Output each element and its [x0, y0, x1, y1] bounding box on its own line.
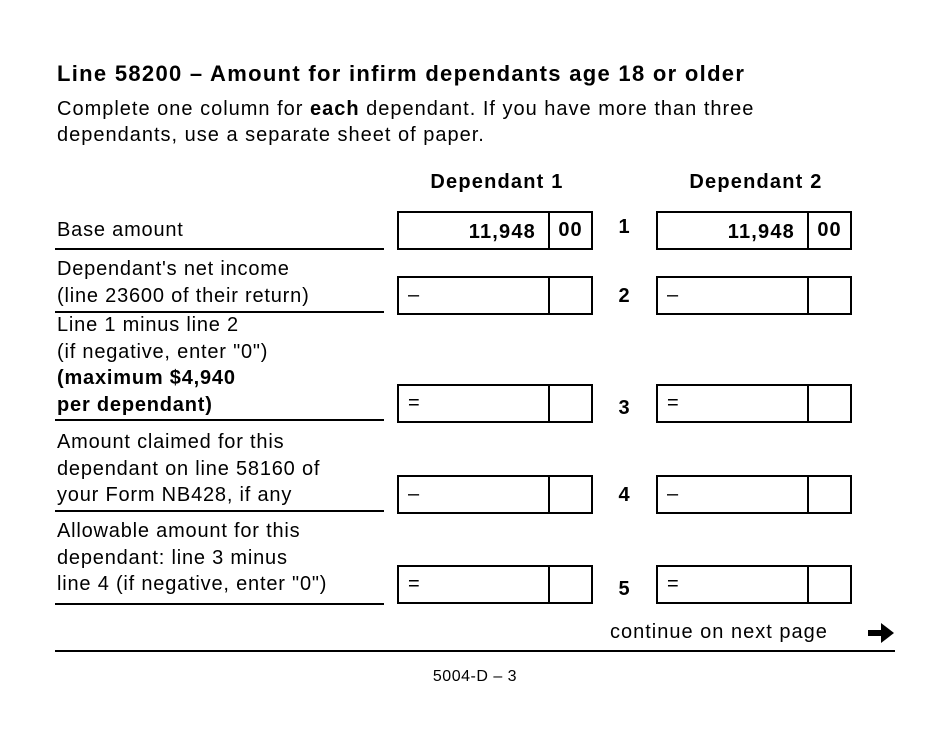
- dependant-2-line-4-field[interactable]: [656, 475, 852, 514]
- instructions: Complete one column for each dependant. If you have more than three dependants, use a separate sheet of paper.: [57, 98, 755, 146]
- cents-field[interactable]: [807, 477, 850, 512]
- minus-sign: –: [667, 284, 679, 306]
- line-number-2: 2: [618, 285, 630, 307]
- row-4-label: Amount claimed for this dependant on line 58160 of your Form NB428, if any: [57, 431, 321, 506]
- cents-field[interactable]: [807, 386, 850, 421]
- column-header-dependant-2: Dependant 2: [689, 171, 823, 193]
- dependant-2-line-5-field[interactable]: [656, 565, 852, 604]
- dependant-2-line-3-field[interactable]: [656, 384, 852, 423]
- row-2-label: Dependant's net income (line 23600 of their return): [57, 258, 310, 307]
- dependant-1-line-3-field[interactable]: [397, 384, 593, 423]
- row-1-rule: [55, 248, 384, 250]
- footer-rule: [55, 650, 895, 652]
- equals-sign: =: [408, 392, 420, 414]
- cents-field[interactable]: 00: [548, 213, 591, 248]
- continue-text: continue on next page: [610, 621, 828, 643]
- line-number-3: 3: [618, 397, 630, 419]
- equals-sign: =: [667, 573, 679, 595]
- dependant-2-line-2-field[interactable]: [656, 276, 852, 315]
- page-number: 5004-D – 3: [432, 668, 518, 685]
- cents-field[interactable]: [807, 278, 850, 313]
- cents-field[interactable]: [548, 477, 591, 512]
- arrow-right-icon: [866, 620, 896, 646]
- minus-sign: –: [667, 483, 679, 505]
- line-number-1: 1: [618, 216, 630, 238]
- dependant-1-line-5-field[interactable]: [397, 565, 593, 604]
- line-number-5: 5: [618, 578, 630, 600]
- dependant-2-line-1-field[interactable]: 11,948 00: [656, 211, 852, 250]
- line-number-4: 4: [618, 484, 630, 506]
- minus-sign: –: [408, 483, 420, 505]
- dependant-1-line-4-field[interactable]: [397, 475, 593, 514]
- cents-field[interactable]: [548, 567, 591, 602]
- row-4-rule: [55, 510, 384, 512]
- row-3-rule: [55, 419, 384, 421]
- equals-sign: =: [408, 573, 420, 595]
- cents-field[interactable]: 00: [807, 213, 850, 248]
- cents-field[interactable]: [807, 567, 850, 602]
- row-5-rule: [55, 603, 384, 605]
- column-header-dependant-1: Dependant 1: [430, 171, 564, 193]
- equals-sign: =: [667, 392, 679, 414]
- cents-field[interactable]: [548, 278, 591, 313]
- row-3-label: Line 1 minus line 2 (if negative, enter "0") (maximum $4,940 per dependant): [57, 314, 269, 416]
- cents-field[interactable]: [548, 386, 591, 421]
- row-1-label: Base amount: [57, 219, 184, 241]
- row-5-label: Allowable amount for this dependant: line 3 minus line 4 (if negative, enter "0"): [57, 520, 328, 595]
- section-title: Line 58200 – Amount for infirm dependants age 18 or older: [57, 61, 746, 86]
- dependant-1-line-1-field[interactable]: 11,948 00: [397, 211, 593, 250]
- dependant-1-line-2-field[interactable]: [397, 276, 593, 315]
- minus-sign: –: [408, 284, 420, 306]
